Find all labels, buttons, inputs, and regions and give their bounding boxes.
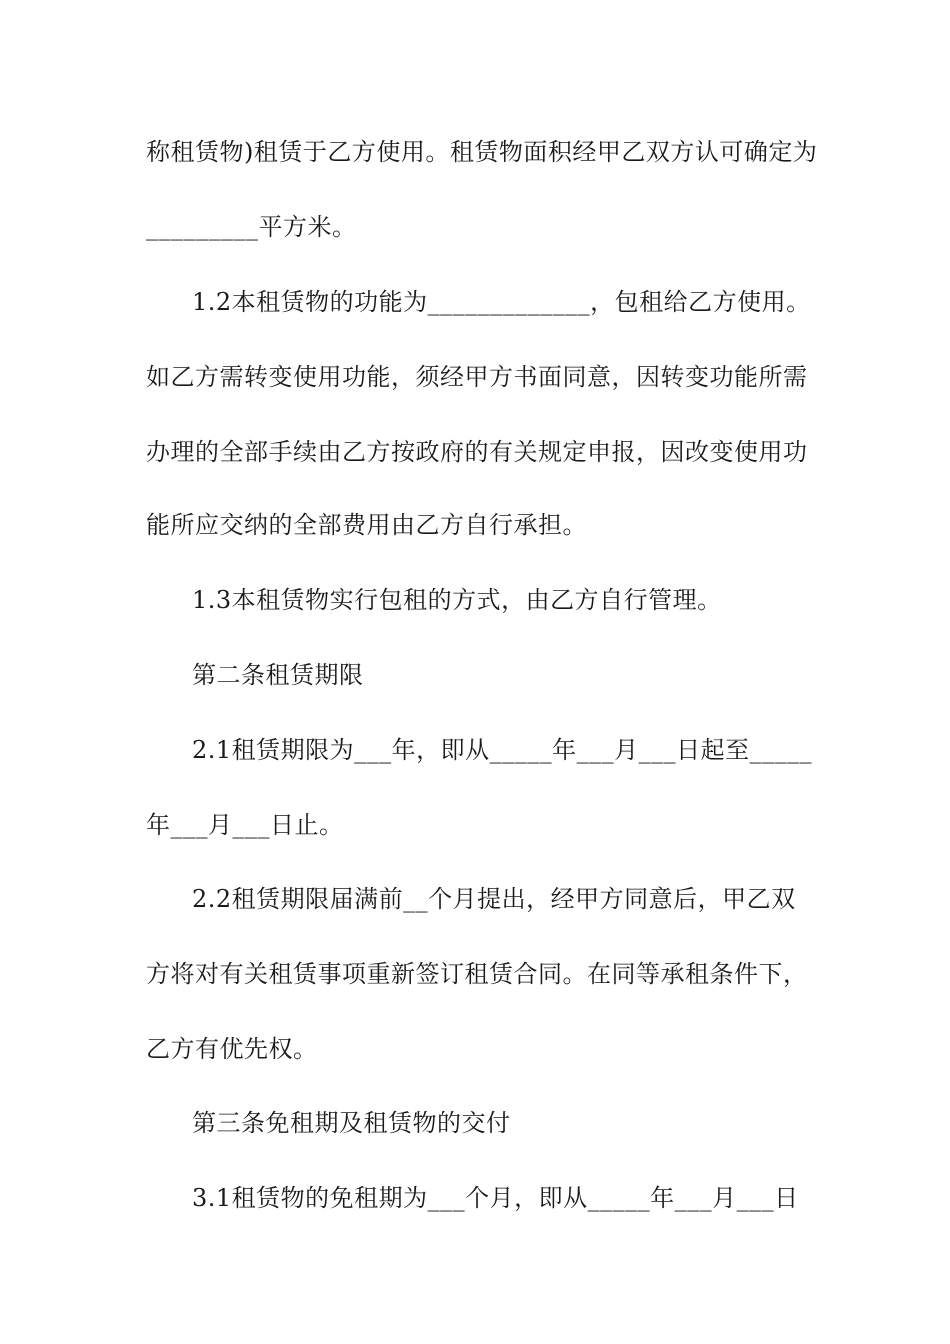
paragraph-line: 年___月___日止。	[146, 811, 344, 839]
section-heading-3: 第三条免租期及租赁物的交付	[192, 1109, 511, 1137]
paragraph-line: 乙方有优先权。	[146, 1035, 318, 1063]
clause-2-2: 2.2租赁期限届满前__个月提出，经甲方同意后，甲乙双	[192, 885, 796, 913]
paragraph-line: 办理的全部手续由乙方按政府的有关规定申报，因改变使用功	[146, 438, 808, 466]
clause-2-1: 2.1租赁期限为___年，即从_____年___月___日起至_____	[192, 736, 813, 764]
clause-1-2: 1.2本租赁物的功能为_____________，包租给乙方使用。	[192, 288, 811, 316]
paragraph-line: 称租赁物)租赁于乙方使用。租赁物面积经甲乙双方认可确定为	[146, 138, 818, 166]
paragraph-line: 能所应交纳的全部费用由乙方自行承担。	[146, 511, 587, 539]
paragraph-line: 方将对有关租赁事项重新签订租赁合同。在同等承租条件下，	[146, 960, 808, 988]
clause-3-1: 3.1租赁物的免租期为___个月，即从_____年___月___日	[192, 1184, 799, 1212]
clause-1-3: 1.3本租赁物实行包租的方式，由乙方自行管理。	[192, 586, 722, 614]
paragraph-line: 如乙方需转变使用功能，须经甲方书面同意，因转变功能所需	[146, 363, 808, 391]
paragraph-line: _________平方米。	[146, 213, 357, 241]
section-heading-2: 第二条租赁期限	[192, 661, 364, 689]
